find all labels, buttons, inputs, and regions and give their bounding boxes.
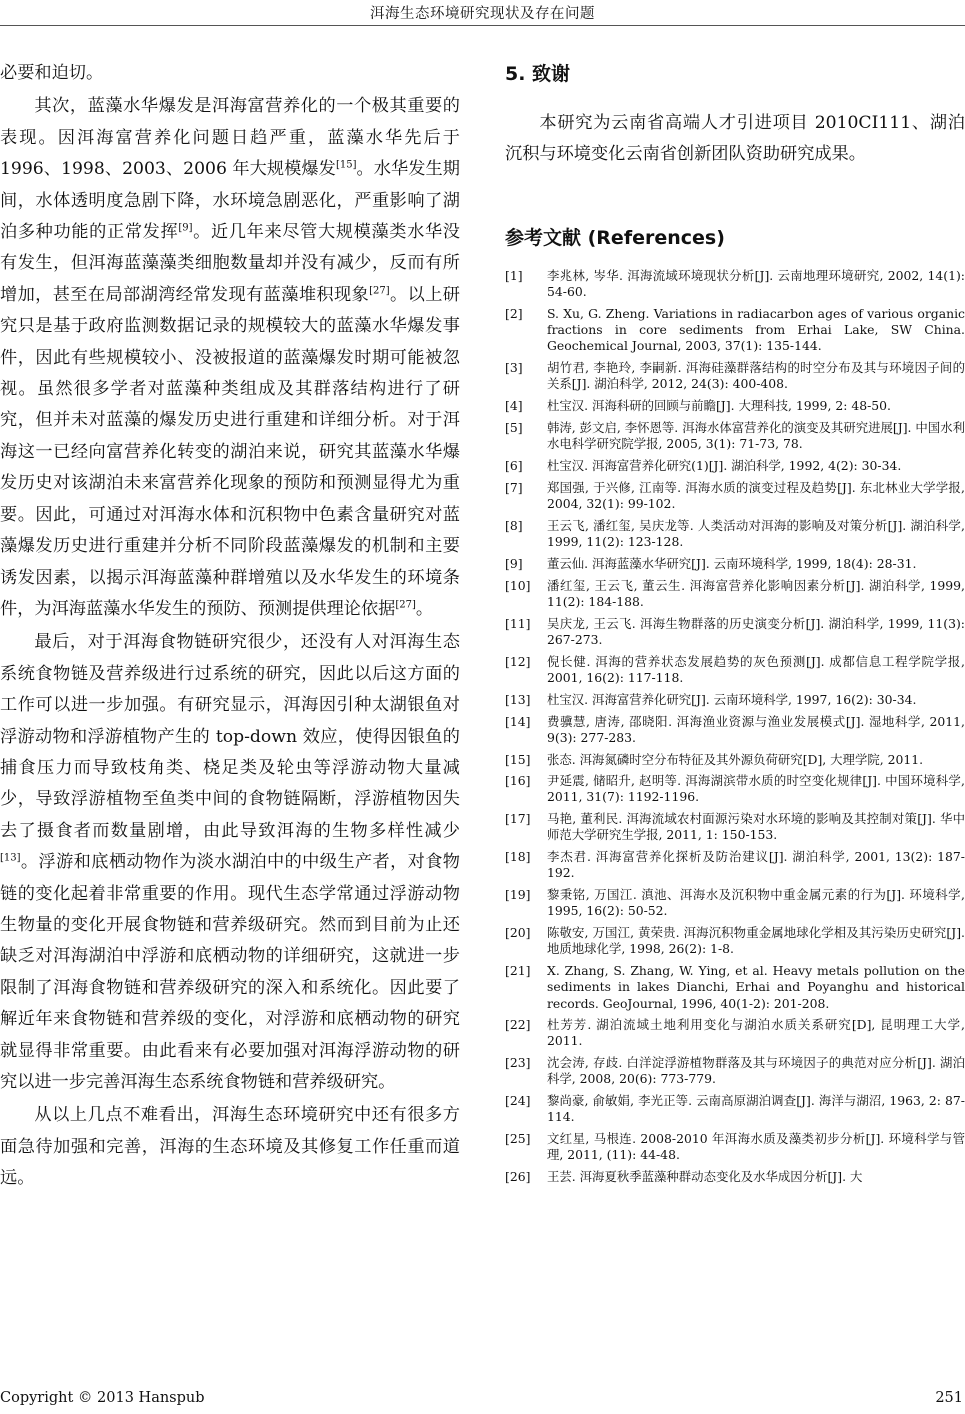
running-header: 洱海生态环境研究现状及存在问题	[370, 6, 595, 22]
citation-marker: [13]	[0, 852, 21, 864]
reference-number: [5]	[505, 419, 523, 435]
citation-marker: [27]	[369, 285, 390, 297]
reference-text: 尹延震, 储昭升, 赵明等. 洱海湖滨带水质的时空变化规律[J]. 中国环境科学, 2011, 31(7): 1192-1196.	[547, 773, 965, 805]
reference-number: [7]	[505, 479, 523, 495]
reference-number: [4]	[505, 398, 523, 414]
reference-number: [11]	[505, 615, 531, 631]
reference-number: [16]	[505, 773, 531, 789]
reference-item	[505, 1017, 965, 1049]
reference-number: [22]	[505, 1017, 531, 1033]
reference-text: 李兆林, 岑华. 洱海流域环境现状分析[J]. 云南地理环境研究, 2002, 14(1): 54-60.	[547, 268, 965, 300]
reference-number: [12]	[505, 653, 531, 669]
reference-text: 杜宝汉. 洱海富营养化研究[J]. 云南环境科学, 1997, 16(2): 30-34.	[547, 691, 917, 707]
reference-text: 潘红玺, 王云飞, 董云生. 洱海富营养化影响因素分析[J]. 湖泊科学, 1999, 11(2): 184-188.	[547, 577, 965, 609]
reference-text: 倪长健. 洱海的营养状态发展趋势的灰色预测[J]. 成都信息工程学院学报, 2001, 16(2): 117-118.	[547, 653, 965, 685]
reference-text: 张态. 洱海氮磷时空分布特征及其外源负荷研究[D], 大理学院, 2011.	[547, 751, 924, 767]
reference-item	[505, 1093, 965, 1125]
reference-item	[505, 1055, 965, 1087]
body-paragraph: 必要和迫切。	[0, 63, 104, 83]
reference-number: [1]	[505, 268, 523, 283]
reference-item	[505, 578, 965, 610]
header-rule	[0, 25, 965, 26]
reference-number: [15]	[505, 751, 531, 767]
reference-number: [24]	[505, 1093, 531, 1109]
reference-item	[505, 925, 965, 957]
reference-item	[505, 963, 965, 1011]
reference-item	[505, 714, 965, 746]
reference-number: [17]	[505, 811, 531, 827]
reference-text: 沈会涛, 存歧. 白洋淀浮游植物群落及其与环境因子的典范对应分析[J]. 湖泊科学, 2008, 20(6): 773-779.	[547, 1055, 965, 1087]
reference-item	[505, 518, 965, 550]
reference-text: 费骥慧, 唐涛, 邵晓阳. 洱海渔业资源与渔业发展模式[J]. 湿地科学, 2011, 9(3): 277-283.	[547, 713, 965, 745]
reference-text: 黎尚豪, 俞敏娟, 李光正等. 云南高原湖泊调查[J]. 海洋与湖沼, 1963, 2: 87-114.	[547, 1093, 965, 1125]
reference-number: [9]	[505, 555, 523, 571]
reference-number: [18]	[505, 849, 531, 865]
reference-text: 马艳, 董利民. 洱海流域农村面源污染对水环境的影响及其控制对策[J]. 华中师范大学研究生学报, 2011, 1: 150-153.	[547, 811, 965, 843]
reference-item	[505, 1169, 965, 1185]
body-paragraph: 其次，蓝藻水华爆发是洱海富营养化的一个极其重要的表现。因洱海富营养化问题日趋严重，蓝藻水华先后于 1996、1998、2003、2006 年大规模爆发[15]。水华发生期间，水体透明度急剧下降，水环境急剧恶化，严重影响了湖泊多种功能的正常发挥[9]。近几年来尽管大规模藻类水华没有发生，但洱海蓝藻藻类细胞数量却并没有减少，反而有所增加，甚至在局部湖湾经常发现有蓝藻堆积现象[27]。以上研究只是基于政府监测数据记录的规模较大的蓝藻水华爆发事件，因此有些规模较小、没被报道的蓝藻爆发时期可能被忽视。虽然很多学者对蓝藻种类组成及其群落结构进行了研究，但并未对蓝藻的爆发历史进行重建和详细分析。对于洱海这一已经向富营养化转变的湖泊来说，研究其蓝藻水华爆发历史对该湖泊未来富营养化现象的预防和预测显得尤为重要。因此，可通过对洱海水体和沉积物中色素含量研究对蓝藻爆发历史进行重建并分析不同阶段蓝藻爆发的机制和主要诱发因素，以揭示洱海蓝藻种群增殖以及水华发生的环境条件，为洱海蓝藻水华发生的预防、预测提供理论依据[27]。	[0, 96, 460, 619]
reference-text: 胡竹君, 李艳玲, 李嗣新. 洱海硅藻群落结构的时空分布及其与环境因子间的关系[J]. 湖泊科学, 2012, 24(3): 400-408.	[547, 360, 965, 392]
reference-list	[505, 268, 965, 1185]
acknowledgement-heading: 5. 致谢	[505, 63, 571, 85]
reference-number: [23]	[505, 1055, 531, 1071]
reference-number: [6]	[505, 457, 523, 473]
reference-number: [2]	[505, 305, 523, 321]
reference-item	[505, 654, 965, 686]
reference-number: [3]	[505, 360, 523, 376]
reference-number: [25]	[505, 1131, 531, 1147]
reference-text: 杜宝汉. 洱海富营养化研究(1)[J]. 湖泊科学, 1992, 4(2): 30-34.	[547, 457, 902, 473]
reference-text: 王云飞, 潘红玺, 吴庆龙等. 人类活动对洱海的影响及对策分析[J]. 湖泊科学, 1999, 11(2): 123-128.	[547, 517, 965, 549]
reference-text: 陈敬安, 万国江, 黄荣贵. 洱海沉积物重金属地球化学相及其污染历史研究[J]. 地质地球化学, 1998, 26(2): 1-8.	[547, 925, 965, 957]
reference-item	[505, 773, 965, 805]
reference-number: [21]	[505, 963, 531, 979]
reference-text: 董云仙. 洱海蓝藻水华研究[J]. 云南环境科学, 1999, 18(4): 28-31.	[547, 555, 917, 571]
body-paragraph: 从以上几点不难看出，洱海生态环境研究中还有很多方面急待加强和完善，洱海的生态环境及其修复工作任重而道远。	[0, 1105, 460, 1189]
reference-text: X. Zhang, S. Zhang, W. Ying, et al. Heavy metals pollution on the sediments in lakes Dianchi, Erhai and Poyanghu and historical records. GeoJournal, 1996, 40(1-2): 201-208.	[547, 963, 965, 1011]
reference-text: 王芸. 洱海夏秋季蓝藻种群动态变化及水华成因分析[J]. 大	[547, 1169, 863, 1185]
reference-number: [14]	[505, 713, 531, 729]
left-column	[0, 58, 460, 1195]
reference-item	[505, 556, 965, 572]
reference-number: [10]	[505, 577, 531, 593]
reference-text: 吴庆龙, 王云飞. 洱海生物群落的历史演变分析[J]. 湖泊科学, 1999, 11(3): 267-273.	[547, 615, 965, 647]
reference-item	[505, 849, 965, 881]
reference-number: [20]	[505, 925, 531, 941]
reference-text: 文红星, 马根连. 2008-2010 年洱海水质及藻类初步分析[J]. 环境科学与管理, 2011, (11): 44-48.	[547, 1131, 965, 1163]
reference-item	[505, 811, 965, 843]
reference-item	[505, 398, 965, 414]
reference-item	[505, 692, 965, 708]
reference-number: [8]	[505, 517, 523, 533]
reference-item	[505, 306, 965, 354]
reference-item	[505, 420, 965, 452]
reference-item	[505, 887, 965, 919]
reference-text: 郑国强, 于兴修, 江南等. 洱海水质的演变过程及趋势[J]. 东北林业大学学报, 2004, 32(1): 99-102.	[547, 479, 965, 511]
footer-page-number: 251	[935, 1390, 963, 1406]
body-paragraph: 最后，对于洱海食物链研究很少，还没有人对洱海生态系统食物链及营养级进行过系统的研究，因此以后这方面的工作可以进一步加强。有研究显示，洱海因引种太湖银鱼对浮游动物和浮游植物产生的 top-down 效应，使得因银鱼的捕食压力而导致枝角类、桡足类及轮虫等浮游动物大量减少，导致浮游植物至鱼类中间的食物链隔断，浮游植物因失去了摄食者而数量剧增，由此导致洱海的生物多样性减少[13]。浮游和底栖动物作为淡水湖泊中的中级生产者，对食物链的变化起着非常重要的作用。现代生态学常通过浮游动物生物量的变化开展食物链和营养级研究。然而到目前为止还缺乏对洱海湖泊中浮游和底栖动物的详细研究，这就进一步限制了洱海食物链和营养级研究的深入和系统化。因此要了解近年来食物链和营养级的变化，对浮游和底栖动物的研究就显得非常重要。由此看来有必要加强对洱海浮游动物的研究以进一步完善洱海生态系统食物链和营养级研究。	[0, 632, 460, 1092]
reference-number: [13]	[505, 691, 531, 707]
reference-text: 杜宝汉. 洱海科研的回顾与前瞻[J]. 大理科技, 1999, 2: 48-50.	[547, 398, 891, 414]
reference-item	[505, 458, 965, 474]
reference-item	[505, 752, 965, 768]
reference-number: [26]	[505, 1169, 531, 1185]
citation-marker: [9]	[178, 222, 193, 234]
reference-item	[505, 360, 965, 392]
citation-marker: [27]	[395, 599, 416, 611]
reference-text: 韩涛, 彭文启, 李怀恩等. 洱海水体富营养化的演变及其研究进展[J]. 中国水利水电科学研究院学报, 2005, 3(1): 71-73, 78.	[547, 419, 965, 452]
right-column	[505, 58, 965, 1191]
reference-text: S. Xu, G. Zheng. Variations in radiacarbon ages of various organic fractions in core sediments from Erhai Lake, SW China. Geochemical Journal, 2003, 37(1): 135-144.	[547, 305, 965, 354]
acknowledgement-text: 本研究为云南省高端人才引进项目 2010CI111、湖泊沉积与环境变化云南省创新团队资助研究成果。	[505, 113, 965, 164]
references-heading: 参考文献 (References)	[505, 227, 725, 249]
reference-text: 李杰君. 洱海富营养化探析及防治建议[J]. 湖泊科学, 2001, 13(2): 187-192.	[547, 849, 965, 881]
reference-item	[505, 616, 965, 648]
citation-marker: [15]	[335, 159, 357, 171]
reference-item	[505, 268, 965, 300]
reference-item	[505, 1131, 965, 1163]
footer-copyright: Copyright © 2013 Hanspub	[0, 1390, 205, 1406]
reference-item	[505, 480, 965, 512]
reference-text: 杜芳芳. 湖泊流域土地利用变化与湖泊水质关系研究[D], 昆明理工大学, 2011.	[547, 1017, 965, 1049]
reference-text: 黎秉铭, 万国江. 滇池、洱海水及沉积物中重金属元素的行为[J]. 环境科学, 1995, 16(2): 50-52.	[547, 887, 965, 919]
reference-number: [19]	[505, 887, 531, 903]
